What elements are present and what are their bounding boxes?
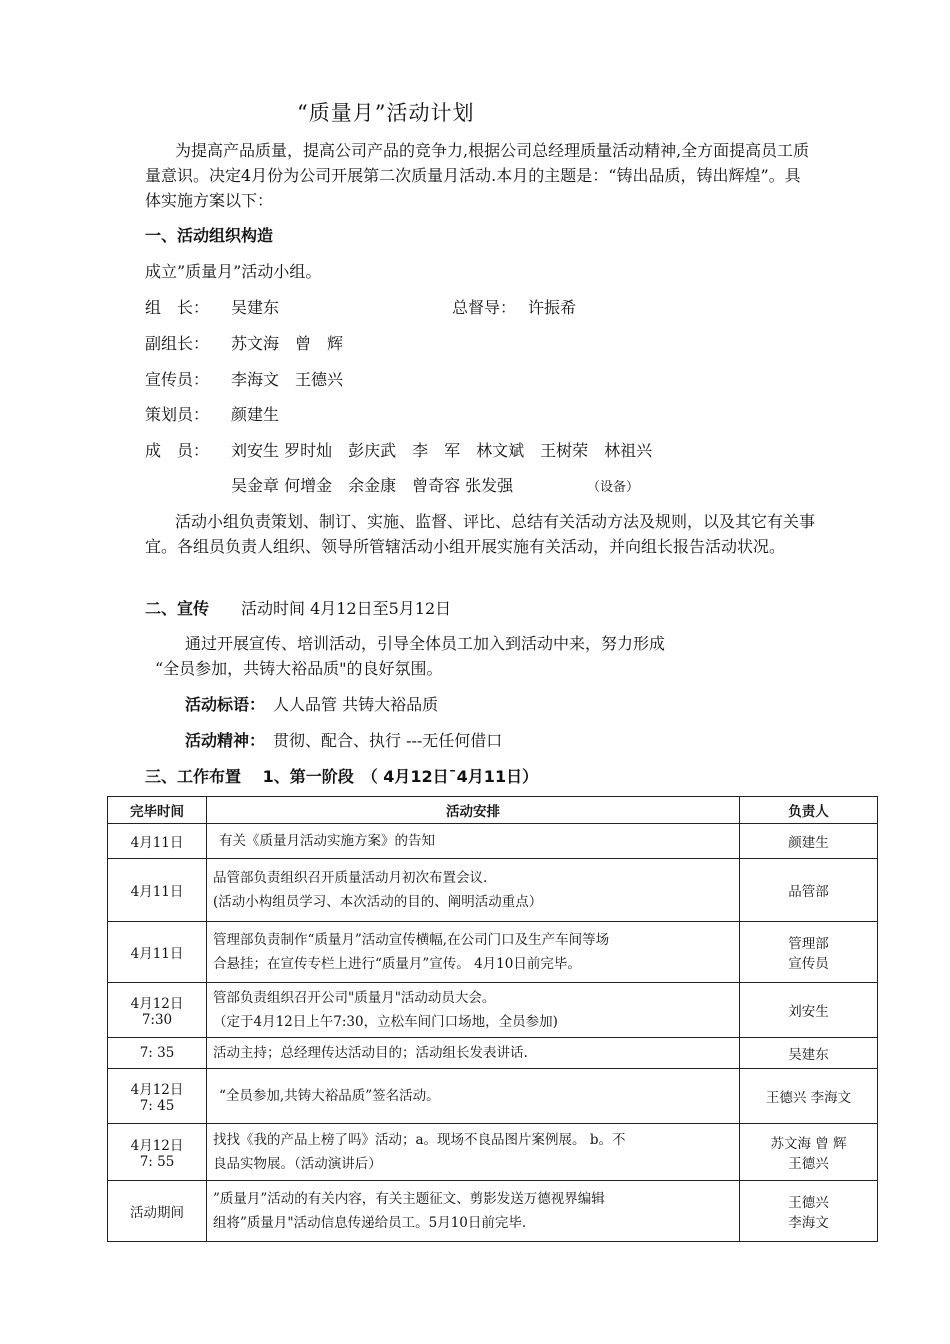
table-row	[108, 859, 878, 922]
row-plan-line: 合悬挂；在宣传专栏上进行“质量月”宣传。 4月10日前完毕。	[213, 956, 581, 972]
row-plan-cell	[207, 983, 740, 1038]
row-plan-line: “全员参加,共铸大裕品质”签名活动。	[219, 1088, 440, 1104]
publicity-names: 李海文 王德兴	[231, 370, 344, 389]
row-time: 4月11日	[130, 835, 184, 851]
table-row	[108, 983, 878, 1038]
table-row	[108, 1038, 878, 1069]
row-owner: 王德兴 李海文	[765, 1090, 852, 1106]
header-owner: 负责人	[740, 797, 878, 824]
members-note: （设备）	[587, 480, 640, 495]
intro-paragraph: 为提高产品质量，提高公司产品的竞争力,根据公司总经理质量活动精神,全方面提高员工质量意识。决定4月份为公司开展第二次质量月活动.本月的主题是：“铸出品质，铸出辉煌”。具体实施方案以下：	[145, 141, 810, 210]
leader-label: 组 长：	[145, 298, 210, 317]
section2-heading: 二、宣传	[145, 599, 210, 618]
row-plan-cell	[207, 922, 740, 983]
section3-heading: 三、工作布置 1、第一阶段 （ 4月12日¯4月11日）	[145, 767, 539, 786]
row-owner: 苏文海 曾 辉	[770, 1136, 847, 1152]
row-plan-line: 组将”质量月"活动信息传递给员工。5月10日前完毕.	[213, 1215, 527, 1231]
row-time-cell	[108, 1181, 207, 1242]
row-plan-cell	[207, 824, 740, 859]
row-plan-line: 管理部负责制作“质量月”活动宣传横幅,在公司门口及生产车间等场	[213, 932, 610, 948]
leader-name: 吴建东	[231, 298, 280, 317]
row-owner: 管理部	[788, 936, 829, 952]
row-owner: 颜建生	[788, 835, 829, 851]
publicity-text-line2: “全员参加，共铸大裕品质"的良好氛围。	[155, 659, 443, 678]
row-time: 4月12日	[130, 1082, 184, 1098]
row-plan-line: （定于4月12日上午7:30，立松车间门口场地，全员参加)	[213, 1014, 558, 1030]
row-owner-cell	[740, 922, 878, 983]
row-time: 活动期间	[130, 1205, 184, 1221]
table-row	[108, 824, 878, 859]
row-plan-line: ”质量月”活动的有关内容，有关主题征文、剪影发送万德视界编辑	[213, 1191, 605, 1207]
document-title: “质量月”活动计划	[297, 101, 475, 125]
row-plan-line: 品管部负责组织召开质量活动月初次布置会议.	[213, 870, 488, 886]
row-plan-cell	[207, 1124, 740, 1181]
row-plan-line: 活动主持；总经理传达活动目的；活动组长发表讲话.	[213, 1045, 528, 1061]
row-owner-cell	[740, 859, 878, 922]
row-plan-line: 找找《我的产品上榜了吗》活动；a。现场不良品图片案例展。 b。不	[213, 1132, 626, 1148]
header-activity-plan: 活动安排	[207, 797, 740, 824]
header-finish-time: 完毕时间	[108, 797, 207, 824]
row-time-cell	[108, 1069, 207, 1124]
row-time: 4月12日	[130, 996, 184, 1012]
spirit-text: 贯彻、配合、执行 ---无任何借口	[273, 731, 503, 750]
row-plan-cell	[207, 1181, 740, 1242]
row-owner: 李海文	[788, 1215, 829, 1231]
row-plan-line: 管部负责组织召开公司"质量月"活动动员大会。	[213, 990, 496, 1006]
row-time-cell	[108, 922, 207, 983]
table-row	[108, 1124, 878, 1181]
row-owner: 刘安生	[788, 1004, 829, 1020]
row-owner: 品管部	[788, 884, 829, 900]
row-owner-cell	[740, 1069, 878, 1124]
slogan-label: 活动标语：	[185, 695, 266, 714]
row-owner-cell	[740, 824, 878, 859]
slogan-text: 人人品管 共铸大裕品质	[273, 695, 439, 714]
row-plan-line: 良品实物展。（活动演讲后）	[213, 1156, 382, 1172]
row-time-cell	[108, 983, 207, 1038]
publicity-text-line1: 通过开展宣传、培训活动，引导全体员工加入到活动中来，努力形成	[185, 634, 666, 653]
table-header-row	[108, 797, 878, 824]
deputy-label: 副组长：	[145, 334, 210, 353]
members-label: 成 员：	[145, 441, 210, 460]
planner-label: 策划员：	[145, 405, 210, 424]
spirit-label: 活动精神：	[185, 731, 266, 750]
activity-time: 活动时间 4月12日至5月12日	[241, 599, 452, 618]
row-plan-line: (活动小构组员学习、本次活动的目的、阐明活动重点）	[213, 894, 543, 910]
section1-heading: 一、活动组织构造	[145, 226, 274, 245]
planner-name: 颜建生	[231, 405, 280, 424]
group-setup-text: 成立”质量月”活动小组。	[145, 262, 322, 281]
table-row	[108, 922, 878, 983]
row-owner: 宣传员	[788, 956, 829, 972]
deputy-names: 苏文海 曾 辉	[231, 334, 344, 353]
row-owner: 吴建东	[788, 1047, 829, 1063]
row-owner: 王德兴	[788, 1156, 829, 1172]
row-owner: 王德兴	[788, 1195, 829, 1211]
table-row	[108, 1181, 878, 1242]
row-plan-line: 有关《质量月活动实施方案》的告知	[219, 833, 435, 849]
row-plan-cell	[207, 1038, 740, 1069]
row-time: 7: 45	[139, 1098, 175, 1114]
row-time: 7: 55	[139, 1154, 175, 1170]
row-owner-cell	[740, 1181, 878, 1242]
table-row	[108, 1069, 878, 1124]
publicity-label: 宣传员：	[145, 370, 210, 389]
members-line2: 吴金章 何增金 余金康 曾奇容 张发强	[231, 476, 514, 495]
row-plan-cell	[207, 859, 740, 922]
row-owner-cell	[740, 1124, 878, 1181]
duty-paragraph: 活动小组负责策划、制订、实施、监督、评比、总结有关活动方法及规则，以及其它有关事宜。各组员负责人组织、领导所管辖活动小组开展实施有关活动，并向组长报告活动状况。	[145, 512, 816, 556]
row-time-cell	[108, 1124, 207, 1181]
row-plan-cell	[207, 1069, 740, 1124]
row-time: 4月11日	[130, 946, 184, 962]
row-owner-cell	[740, 983, 878, 1038]
row-time-cell	[108, 824, 207, 859]
row-owner-cell	[740, 1038, 878, 1069]
supervisor-name: 许振希	[528, 298, 577, 317]
row-time-cell	[108, 1038, 207, 1069]
row-time: 4月12日	[130, 1138, 184, 1154]
row-time-cell	[108, 859, 207, 922]
row-time: 4月11日	[130, 884, 184, 900]
row-time: 7:30	[141, 1012, 173, 1028]
supervisor-label: 总督导：	[452, 298, 517, 317]
members-line1: 刘安生 罗时灿 彭庆武 李 军 林文斌 王树荣 林祖兴	[231, 441, 653, 460]
row-time: 7: 35	[139, 1045, 175, 1061]
work-schedule-table	[107, 796, 878, 1242]
